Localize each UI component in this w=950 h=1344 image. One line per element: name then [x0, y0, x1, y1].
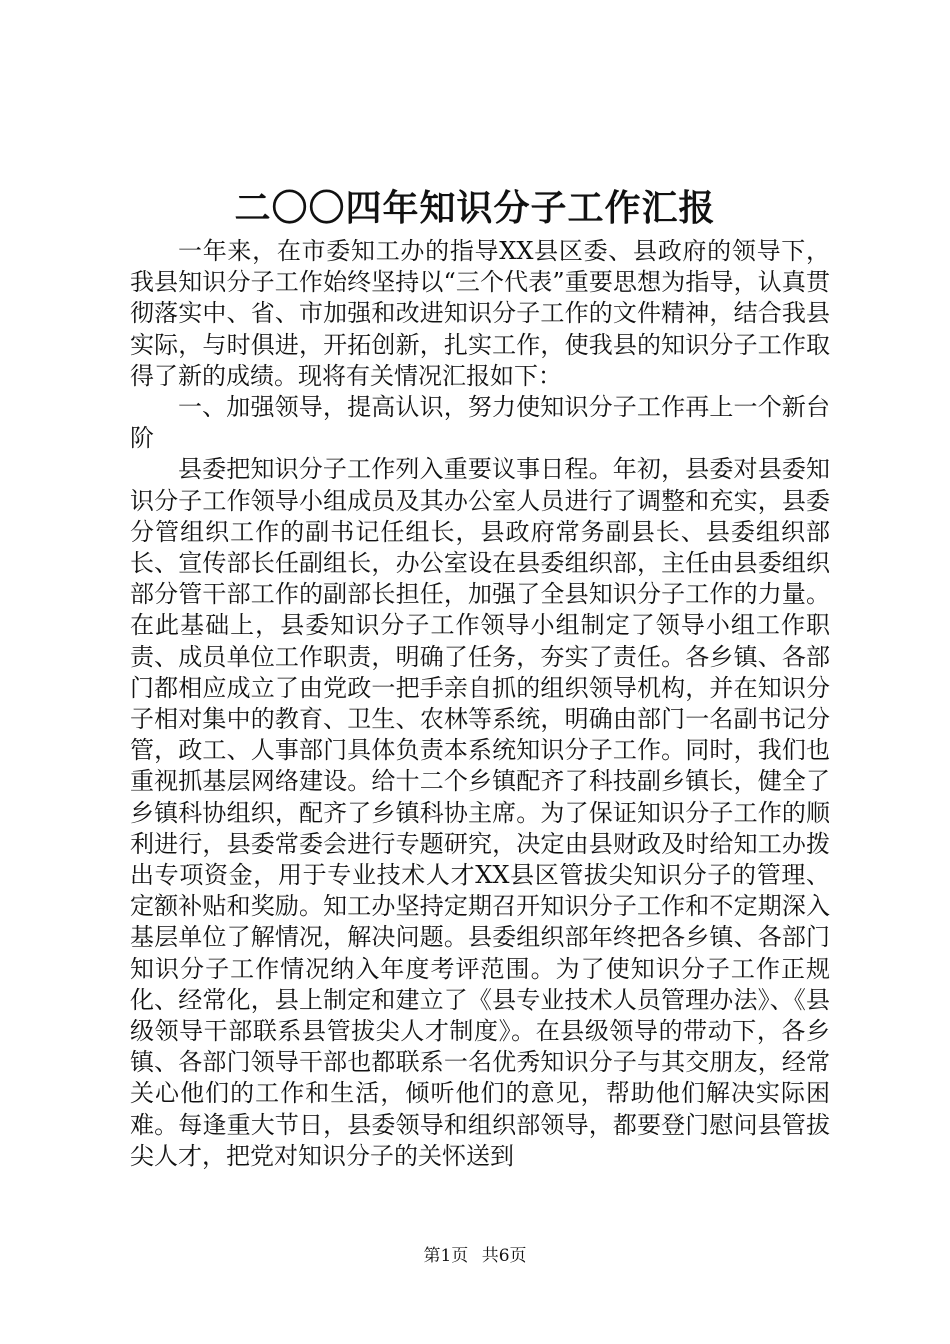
paragraph-intro: 一年来，在市委知工办的指导XX县区委、县政府的领导下，我县知识分子工作始终坚持以“三个代表”重要思想为指导，认真贯彻落实中、省、市加强和改进知识分子工作的文件精神，结合我县实际，与时俱进，开拓创新，扎实工作，使我县的知识分子工作取得了新的成绩。现将有关情况汇报如下：: [130, 237, 830, 390]
page-footer: [0, 1244, 950, 1268]
document-title: 二〇〇四年知识分子工作汇报: [234, 187, 716, 229]
document-body: [130, 236, 830, 1172]
page-total: 共6页: [481, 1246, 527, 1266]
paragraph-section-1: 县委把知识分子工作列入重要议事日程。年初，县委对县委知识分子工作领导小组成员及其办公室人员进行了调整和充实，县委分管组织工作的副书记任组长，县政府常务副县长、县委组织部长、宣传部长任副组长，办公室设在县委组织部，主任由县委组织部分管干部工作的副部长担任，加强了全县知识分子工作的力量。在此基础上，县委知识分子工作领导小组制定了领导小组工作职责、成员单位工作职责，明确了任务，夯实了责任。各乡镇、各部门都相应成立了由党政一把手亲自抓的组织领导机构，并在知识分子相对集中的教育、卫生、农林等系统，明确由部门一名副书记分管，政工、人事部门具体负责本系统知识分子工作。同时，我们也重视抓基层网络建设。给十二个乡镇配齐了科技副乡镇长，健全了乡镇科协组织，配齐了乡镇科协主席。为了保证知识分子工作的顺利进行，县委常委会进行专题研究，决定由县财政及时给知工办拨出专项资金，用于专业技术人才XX县区管拔尖知识分子的管理、定额补贴和奖励。知工办坚持定期召开知识分子工作和不定期深入基层单位了解情况，解决问题。县委组织部年终把各乡镇、各部门知识分子工作情况纳入年度考评范围。为了使知识分子工作正规化、经常化，县上制定和建立了《县专业技术人员管理办法》、《县级领导干部联系县管拔尖人才制度》。在县级领导的带动下，各乡镇、各部门领导干部也都联系一名优秀知识分子与其交朋友，经常关心他们的工作和生活，倾听他们的意见，帮助他们解决实际困难。每逢重大节日，县委领导和组织部领导，都要登门慰问县管拔尖人才，把党对知识分子的关怀送到: [130, 455, 830, 1170]
page-number: 第1页: [423, 1246, 469, 1266]
section-heading-1: 一、加强领导，提高认识，努力使知识分子工作再上一个新台阶: [130, 393, 830, 453]
